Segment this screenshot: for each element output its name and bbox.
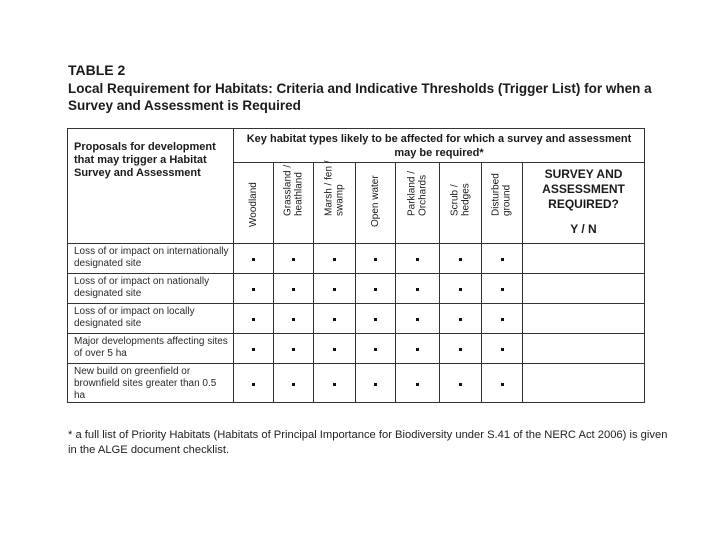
bullet-mark (501, 383, 504, 386)
bullet-mark (374, 383, 377, 386)
bullet-mark (252, 318, 255, 321)
bullet-mark (459, 318, 462, 321)
row-label: New build on greenfield or brownfield sites greater than 0.5 ha (68, 364, 234, 403)
table-row (68, 304, 645, 334)
habitat-mark-cell (396, 334, 440, 364)
bullet-mark (501, 348, 504, 351)
bullet-mark (374, 318, 377, 321)
habitat-mark-cell (482, 334, 523, 364)
survey-answer-cell[interactable] (523, 304, 645, 334)
habitat-mark-cell (356, 304, 396, 334)
row-label: Loss of or impact on locally designated site (68, 304, 234, 334)
habitat-mark-cell (440, 334, 482, 364)
row-label: Loss of or impact on internationally designated site (68, 244, 234, 274)
survey-answer-cell[interactable] (523, 244, 645, 274)
habitat-mark-cell (482, 274, 523, 304)
habitat-header-parkland: Parkland / Orchards (396, 163, 440, 244)
habitat-header-woodland: Woodland (234, 163, 274, 244)
habitat-mark-cell (440, 244, 482, 274)
habitat-mark-cell (274, 304, 314, 334)
survey-answer-cell[interactable] (523, 274, 645, 304)
table-subtitle: Local Requirement for Habitats: Criteria and Indicative Thresholds (Trigger List) for when a Survey and Assessment is Required (68, 81, 652, 113)
habitat-mark-cell (234, 334, 274, 364)
bullet-mark (252, 258, 255, 261)
bullet-mark (292, 348, 295, 351)
bullet-mark (459, 383, 462, 386)
bullet-mark (333, 288, 336, 291)
bullet-mark (292, 288, 295, 291)
habitat-mark-cell (396, 304, 440, 334)
bullet-mark (374, 348, 377, 351)
habitat-mark-cell (356, 364, 396, 403)
habitat-mark-cell (314, 274, 356, 304)
habitat-mark-cell (440, 304, 482, 334)
bullet-mark (292, 383, 295, 386)
bullet-mark (374, 258, 377, 261)
habitat-header-disturbed: Disturbed ground (482, 163, 523, 244)
proposals-header: Proposals for development that may trigger a Habitat Survey and Assessment (68, 129, 234, 244)
habitat-mark-cell (314, 304, 356, 334)
bullet-mark (252, 288, 255, 291)
bullet-mark (501, 288, 504, 291)
bullet-mark (416, 318, 419, 321)
bullet-mark (416, 288, 419, 291)
habitat-mark-cell (234, 244, 274, 274)
table-row (68, 364, 645, 403)
habitat-mark-cell (314, 244, 356, 274)
habitat-mark-cell (274, 334, 314, 364)
bullet-mark (333, 383, 336, 386)
habitat-mark-cell (396, 364, 440, 403)
bullet-mark (416, 348, 419, 351)
habitat-mark-cell (274, 244, 314, 274)
bullet-mark (252, 383, 255, 386)
habitat-mark-cell (314, 334, 356, 364)
bullet-mark (459, 348, 462, 351)
habitat-header-open-water: Open water (356, 163, 396, 244)
table-row (68, 334, 645, 364)
habitat-mark-cell (440, 364, 482, 403)
table-row (68, 274, 645, 304)
habitat-mark-cell (396, 274, 440, 304)
bullet-mark (459, 288, 462, 291)
bullet-mark (374, 288, 377, 291)
habitat-mark-cell (396, 244, 440, 274)
bullet-mark (252, 348, 255, 351)
bullet-mark (416, 383, 419, 386)
table-row (68, 244, 645, 274)
habitat-mark-cell (234, 304, 274, 334)
table-footnote: * a full list of Priority Habitats (Habitats of Principal Importance for Biodiversity under S.41 of the NERC Act 2006) is given in the ALGE document checklist. (68, 429, 668, 456)
habitat-mark-cell (234, 274, 274, 304)
bullet-mark (501, 318, 504, 321)
bullet-mark (459, 258, 462, 261)
habitat-header-scrub: Scrub / hedges (440, 163, 482, 244)
bullet-mark (292, 318, 295, 321)
survey-required-label: SURVEY AND ASSESSMENT REQUIRED? (542, 167, 625, 211)
survey-answer-cell[interactable] (523, 364, 645, 403)
habitat-mark-cell (482, 304, 523, 334)
habitat-trigger-table (67, 128, 645, 403)
habitat-mark-cell (356, 274, 396, 304)
habitat-mark-cell (274, 274, 314, 304)
bullet-mark (333, 348, 336, 351)
bullet-mark (333, 318, 336, 321)
habitat-header-marsh: Marsh / fen / swamp (314, 163, 356, 244)
bullet-mark (333, 258, 336, 261)
bullet-mark (501, 258, 504, 261)
survey-answer-cell[interactable] (523, 334, 645, 364)
key-habitat-header: Key habitat types likely to be affected for which a survey and assessment may be required* (234, 129, 645, 163)
survey-yn-label: Y / N (570, 222, 597, 236)
survey-required-header (523, 163, 645, 244)
table-title: TABLE 2 (68, 62, 126, 78)
habitat-mark-cell (274, 364, 314, 403)
habitat-mark-cell (356, 244, 396, 274)
habitat-mark-cell (482, 244, 523, 274)
bullet-mark (416, 258, 419, 261)
habitat-mark-cell (314, 364, 356, 403)
row-label: Major developments affecting sites of over 5 ha (68, 334, 234, 364)
habitat-mark-cell (356, 334, 396, 364)
habitat-mark-cell (482, 364, 523, 403)
habitat-header-grassland: Grassland / heathland (274, 163, 314, 244)
habitat-mark-cell (440, 274, 482, 304)
bullet-mark (292, 258, 295, 261)
row-label: Loss of or impact on nationally designated site (68, 274, 234, 304)
habitat-mark-cell (234, 364, 274, 403)
